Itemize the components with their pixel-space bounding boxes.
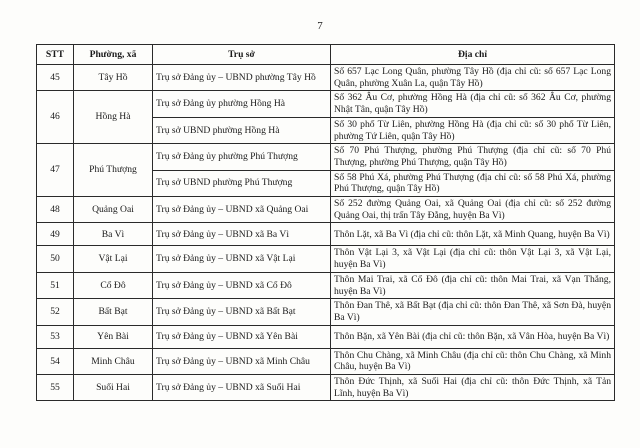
row-address: Số 70 Phú Thượng, phường Phú Thượng (địa chỉ cũ: số 70 Phú Thượng, phường Phú Thượng, quận Tây Hồ) (331, 144, 615, 170)
row-office: Trụ sở UBND phường Hồng Hà (153, 117, 331, 143)
row-address: Số 657 Lạc Long Quân, phường Tây Hồ (địa chỉ cũ: số 657 Lạc Long Quân, phường Xuân La, quận Tây Hồ) (331, 65, 615, 91)
row-ward: Ba Vì (74, 223, 153, 246)
row-address: Thôn Đan Thê, xã Bất Bạt (địa chỉ cũ: thôn Đan Thê, xã Sơn Đà, huyện Ba Vì) (331, 299, 615, 325)
row-ward: Hồng Hà (74, 91, 153, 144)
row-address: Thôn Bặn, xã Yên Bài (địa chỉ cũ: thôn Bặn, xã Vân Hòa, huyện Ba Vì) (331, 325, 615, 348)
table-row (37, 299, 615, 325)
row-office: Trụ sở Đảng ủy – UBND xã Minh Châu (153, 348, 331, 374)
row-stt: 47 (37, 144, 74, 197)
row-ward: Vật Lại (74, 246, 153, 272)
address-table (36, 44, 615, 401)
row-address: Số 252 đường Quảng Oai, xã Quảng Oai (địa chỉ cũ: số 252 đường Quảng Oai, thị trấn Tây Đằng, huyện Ba Vì) (331, 197, 615, 223)
row-address: Thôn Chu Chàng, xã Minh Châu (địa chỉ cũ: thôn Chu Chàng, xã Minh Châu, huyện Ba Vì) (331, 348, 615, 374)
row-ward: Suối Hai (74, 375, 153, 401)
header-row (37, 45, 615, 65)
row-office: Trụ sở UBND phường Phú Thượng (153, 170, 331, 196)
row-stt: 48 (37, 197, 74, 223)
row-ward: Bất Bạt (74, 299, 153, 325)
row-stt: 53 (37, 325, 74, 348)
row-ward: Yên Bài (74, 325, 153, 348)
table-row (37, 144, 615, 170)
row-office: Trụ sở Đảng ủy – UBND phường Tây Hồ (153, 65, 331, 91)
header-stt: STT (37, 45, 74, 65)
header-office: Trụ sở (153, 45, 331, 65)
row-office: Trụ sở Đảng ủy – UBND xã Cổ Đô (153, 272, 331, 298)
row-address: Thôn Vật Lại 3, xã Vật Lại (địa chỉ cũ: thôn Vật Lại 3, xã Vật Lại, huyện Ba Vì) (331, 246, 615, 272)
table-row (37, 65, 615, 91)
row-stt: 51 (37, 272, 74, 298)
row-office: Trụ sở Đảng ủy phường Phú Thượng (153, 144, 331, 170)
row-ward: Quảng Oai (74, 197, 153, 223)
row-stt: 54 (37, 348, 74, 374)
row-ward: Cổ Đô (74, 272, 153, 298)
row-address: Thôn Đức Thịnh, xã Suối Hai (địa chỉ cũ: thôn Đức Thịnh, xã Tản Lĩnh, huyện Ba Vì) (331, 375, 615, 401)
row-office: Trụ sở Đảng ủy – UBND xã Bất Bạt (153, 299, 331, 325)
row-ward: Tây Hồ (74, 65, 153, 91)
row-stt: 46 (37, 91, 74, 144)
row-stt: 55 (37, 375, 74, 401)
row-ward: Minh Châu (74, 348, 153, 374)
row-office: Trụ sở Đảng ủy – UBND xã Suối Hai (153, 375, 331, 401)
table-row (37, 272, 615, 298)
row-office: Trụ sở Đảng ủy – UBND xã Yên Bài (153, 325, 331, 348)
row-stt: 45 (37, 65, 74, 91)
row-stt: 52 (37, 299, 74, 325)
table-row (37, 91, 615, 117)
row-stt: 50 (37, 246, 74, 272)
table-row (37, 348, 615, 374)
row-office: Trụ sở Đảng ủy – UBND xã Vật Lại (153, 246, 331, 272)
row-office: Trụ sở Đảng ủy – UBND xã Quảng Oai (153, 197, 331, 223)
header-ward: Phường, xã (74, 45, 153, 65)
row-office: Trụ sở Đảng ủy phường Hồng Hà (153, 91, 331, 117)
row-address: Thôn Mai Trai, xã Cổ Đô (địa chỉ cũ: thôn Mai Trai, xã Vạn Thắng, huyện Ba Vì) (331, 272, 615, 298)
table-row (37, 325, 615, 348)
row-address: Số 58 Phú Xá, phường Phú Thượng (địa chỉ cũ: số 58 Phú Xá, phường Phú Thượng, quận Tây Hồ) (331, 170, 615, 196)
row-stt: 49 (37, 223, 74, 246)
row-address: Số 362 Âu Cơ, phường Hồng Hà (địa chỉ cũ: số 362 Âu Cơ, phường Nhật Tân, quận Tây Hồ) (331, 91, 615, 117)
row-ward: Phú Thượng (74, 144, 153, 197)
table-row (37, 246, 615, 272)
header-address: Địa chỉ (331, 45, 615, 65)
table-row (37, 197, 615, 223)
row-office: Trụ sở Đảng ủy – UBND xã Ba Vì (153, 223, 331, 246)
table-body (37, 65, 615, 401)
row-address: Thôn Lặt, xã Ba Vì (địa chỉ cũ: thôn Lặt, xã Minh Quang, huyện Ba Vì) (331, 223, 615, 246)
table-row (37, 223, 615, 246)
row-address: Số 30 phố Từ Liên, phường Hồng Hà (địa chỉ cũ: số 30 phố Từ Liên, phường Tứ Liên, quận Tây Hồ) (331, 117, 615, 143)
table-row (37, 375, 615, 401)
page-number: 7 (317, 20, 323, 32)
